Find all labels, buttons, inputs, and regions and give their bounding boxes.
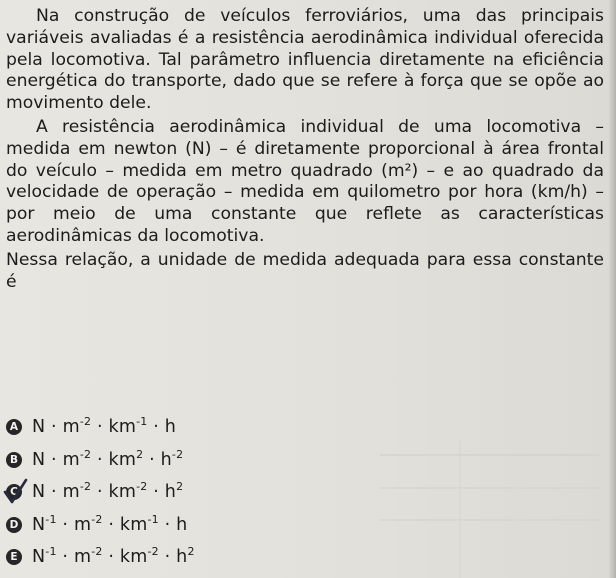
- option-a-letter: A: [6, 419, 22, 435]
- unit-exponent: -1: [147, 512, 159, 526]
- unit-base: m: [73, 547, 92, 568]
- multiply-operator: ·: [158, 514, 177, 535]
- unit-term: [32, 450, 45, 470]
- paragraph-2: A resistência aerodinâmica individual de uma locomotiva – medida em newton (N) – é diretamente proporcional à área frontal do veículo – medida em metro quadrado (m²) – e ao quadrado da velocidade de operação – medida em quilometro por hora (km/h) – por meio de uma constante que reflete as características aerodinâmicas da locomotiva.: [6, 116, 604, 246]
- unit-term: [73, 512, 103, 535]
- multiply-operator: ·: [91, 482, 109, 503]
- question-text: [6, 6, 604, 293]
- unit-term: [176, 547, 195, 567]
- answer-options: [6, 411, 406, 574]
- multiply-operator: ·: [56, 547, 74, 568]
- unit-base: N: [32, 417, 46, 438]
- unit-exponent: -2: [91, 545, 103, 559]
- unit-term: [160, 447, 184, 470]
- unit-base: km: [108, 482, 137, 503]
- multiply-operator: ·: [45, 449, 63, 470]
- question-prompt: Nessa relação, a unidade de medida adequada para essa constante é: [6, 249, 604, 292]
- unit-base: N: [32, 482, 46, 503]
- unit-exponent: -2: [171, 447, 184, 461]
- multiply-operator: ·: [102, 514, 120, 535]
- unit-term: [120, 547, 159, 567]
- multiply-operator: ·: [158, 547, 177, 568]
- unit-base: N: [32, 547, 46, 568]
- unit-term: [165, 482, 184, 502]
- multiply-operator: ·: [45, 482, 63, 503]
- unit-exponent: 2: [176, 480, 184, 494]
- unit-base: m: [62, 449, 80, 470]
- unit-base: N: [32, 514, 46, 535]
- unit-base: h: [164, 417, 177, 438]
- unit-exponent: 2: [136, 447, 144, 461]
- option-c-formula: [32, 482, 183, 502]
- unit-base: km: [119, 547, 148, 568]
- unit-term: [32, 547, 57, 567]
- option-c-letter: [6, 484, 22, 500]
- option-a-formula: [32, 417, 176, 437]
- option-a[interactable]: [6, 411, 406, 444]
- multiply-operator: ·: [91, 417, 109, 438]
- unit-exponent: -2: [79, 415, 92, 429]
- multiply-operator: ·: [102, 547, 120, 568]
- paragraph-1: Na construção de veículos ferroviários, uma das principais variáveis avaliadas é a resistência aerodinâmica individual oferecida pela locomotiva. Tal parâmetro influencia diretamente na eficiência energética do transporte, dado que se refere à força que se opõe ao movimento dele.: [6, 6, 604, 114]
- multiply-operator: ·: [91, 449, 109, 470]
- unit-base: km: [108, 449, 137, 470]
- page-edge-shadow: [608, 0, 616, 578]
- unit-base: km: [119, 514, 148, 535]
- unit-term: [32, 482, 45, 502]
- unit-term: [108, 447, 144, 470]
- unit-term: [109, 482, 148, 502]
- unit-exponent: -1: [136, 415, 148, 429]
- unit-exponent: -2: [147, 545, 159, 559]
- option-d[interactable]: [6, 509, 406, 542]
- option-c-letter-text: C: [10, 486, 18, 499]
- option-e[interactable]: [6, 541, 406, 574]
- multiply-operator: ·: [147, 482, 165, 503]
- option-e-formula: [32, 547, 195, 567]
- option-c[interactable]: [6, 476, 406, 509]
- option-d-formula: [32, 512, 188, 535]
- unit-exponent: -1: [45, 512, 57, 526]
- option-b-formula: [32, 447, 184, 470]
- unit-exponent: -1: [45, 545, 57, 559]
- unit-term: [63, 417, 92, 437]
- unit-base: m: [62, 417, 80, 438]
- unit-exponent: -2: [79, 480, 92, 494]
- multiply-operator: ·: [45, 417, 63, 438]
- unit-base: h: [176, 514, 188, 535]
- multiply-operator: ·: [143, 449, 161, 470]
- unit-term: [176, 515, 187, 535]
- unit-term: [63, 482, 92, 502]
- unit-base: m: [73, 514, 92, 535]
- unit-exponent: -2: [91, 512, 103, 526]
- unit-term: [74, 547, 103, 567]
- unit-base: N: [32, 449, 46, 470]
- unit-term: [32, 512, 57, 535]
- unit-exponent: -2: [79, 447, 92, 461]
- unit-term: [119, 512, 159, 535]
- unit-base: h: [164, 482, 177, 503]
- unit-term: [109, 417, 148, 437]
- unit-base: h: [160, 449, 172, 470]
- multiply-operator: ·: [147, 417, 165, 438]
- unit-base: km: [108, 417, 137, 438]
- unit-term: [62, 447, 92, 470]
- unit-term: [165, 417, 176, 437]
- option-b-letter: B: [6, 452, 22, 468]
- option-e-letter: E: [6, 549, 22, 565]
- unit-base: m: [62, 482, 80, 503]
- unit-base: h: [176, 547, 188, 568]
- multiply-operator: ·: [56, 514, 74, 535]
- unit-term: [32, 417, 45, 437]
- option-d-letter: D: [6, 517, 22, 533]
- unit-exponent: -2: [136, 480, 148, 494]
- option-b[interactable]: [6, 444, 406, 477]
- unit-exponent: 2: [187, 545, 195, 559]
